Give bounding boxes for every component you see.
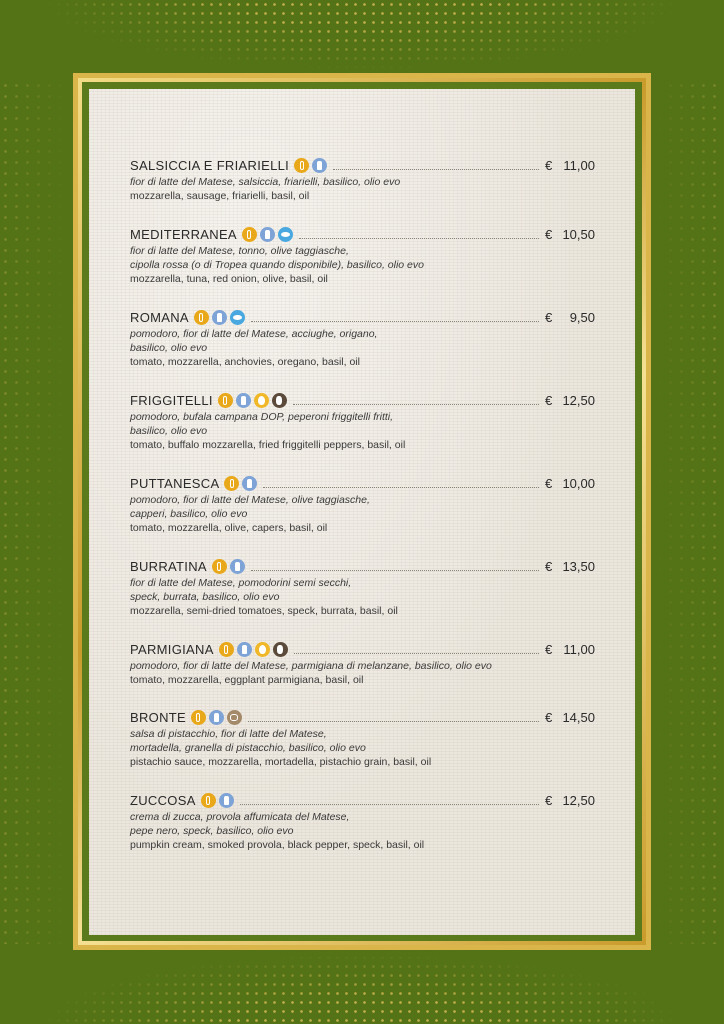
item-desc-en: pumpkin cream, smoked provola, black pepper, speck, basil, oil: [130, 839, 425, 851]
milk-icon: [209, 710, 224, 725]
milk-icon: [237, 642, 252, 657]
wheat-icon: [224, 476, 239, 491]
item-price: € 10,00: [545, 475, 595, 491]
item-name: PARMIGIANA: [130, 641, 214, 657]
item-name: ROMANA: [130, 309, 189, 325]
item-desc-en: tomato, mozzarella, olive, capers, basil, oil: [130, 522, 328, 534]
item-desc-en: tomato, buffalo mozzarella, fried friggitelli peppers, basil, oil: [130, 439, 406, 451]
fish-icon: [278, 227, 293, 242]
item-desc-it-2: capperi, basilico, olio evo: [130, 508, 248, 520]
wheat-icon: [294, 158, 309, 173]
nuts-icon: [273, 642, 288, 657]
item-desc-it: fior di latte del Matese, pomodorini semi secchi,: [130, 577, 352, 589]
wheat-icon: [212, 559, 227, 574]
menu-item-puttanesca: [130, 473, 595, 535]
dots-left: [0, 80, 70, 944]
milk-icon: [219, 793, 234, 808]
gold-dots-bottom: [0, 944, 724, 1024]
wheat-icon: [201, 793, 216, 808]
item-price: € 14,50: [545, 709, 595, 725]
item-desc-it-2: speck, burrata, basilico, olio evo: [130, 591, 280, 603]
milk-icon: [236, 393, 251, 408]
menu-item-parmigiana: [130, 639, 595, 687]
dots-right: [654, 80, 724, 944]
item-desc-en: tomato, mozzarella, eggplant parmigiana, basil, oil: [130, 674, 364, 686]
item-price: € 11,00: [545, 641, 595, 657]
item-price: € 10,50: [545, 226, 595, 242]
item-name: PUTTANESCA: [130, 475, 220, 491]
milk-icon: [260, 227, 275, 242]
item-desc-it: pomodoro, fior di latte del Matese, olive taggiasche,: [130, 494, 370, 506]
wheat-icon: [194, 310, 209, 325]
menu-item-burratina: [130, 556, 595, 618]
item-name: MEDITERRANEA: [130, 226, 237, 242]
milk-icon: [212, 310, 227, 325]
wheat-icon: [191, 710, 206, 725]
pistachio-icon: [227, 710, 242, 725]
item-desc-it: salsa di pistacchio, fior di latte del Matese,: [130, 728, 327, 740]
item-name: ZUCCOSA: [130, 792, 196, 808]
milk-icon: [230, 559, 245, 574]
item-desc-it-2: basilico, olio evo: [130, 425, 208, 437]
item-price: € 12,50: [545, 392, 595, 408]
item-desc-it-2: pepe nero, speck, basilico, olio evo: [130, 825, 294, 837]
item-name: SALSICCIA E FRIARIELLI: [130, 157, 290, 173]
item-desc-it: fior di latte del Matese, salsiccia, friarielli, basilico, olio evo: [130, 176, 401, 188]
item-desc-it: fior di latte del Matese, tonno, olive taggiasche,: [130, 245, 349, 257]
milk-icon: [242, 476, 257, 491]
milk-icon: [312, 158, 327, 173]
nuts-icon: [272, 393, 287, 408]
item-desc-it-2: basilico, olio evo: [130, 342, 208, 354]
menu-item-romana: [130, 307, 595, 369]
item-desc-it-2: mortadella, granella di pistacchio, basilico, olio evo: [130, 742, 366, 754]
item-desc-en: tomato, mozzarella, anchovies, oregano, basil, oil: [130, 356, 360, 368]
item-desc-en: mozzarella, semi-dried tomatoes, speck, burrata, basil, oil: [130, 605, 398, 617]
menu-item-friggitelli: [130, 390, 595, 452]
item-price: € 9,50: [545, 309, 595, 325]
fish-icon: [230, 310, 245, 325]
item-name: BURRATINA: [130, 558, 207, 574]
item-desc-it: pomodoro, bufala campana DOP, peperoni friggitelli fritti,: [130, 411, 394, 423]
item-desc-en: mozzarella, tuna, red onion, olive, basil, oil: [130, 273, 328, 285]
item-price: € 13,50: [545, 558, 595, 574]
item-price: € 11,00: [545, 157, 595, 173]
menu-item-mediterranea: [130, 224, 595, 286]
wheat-icon: [218, 393, 233, 408]
wheat-icon: [242, 227, 257, 242]
item-desc-it: pomodoro, fior di latte del Matese, acciughe, origano,: [130, 328, 378, 340]
item-desc-en: pistachio sauce, mozzarella, mortadella, pistachio grain, basil, oil: [130, 756, 432, 768]
gold-dots-top: [0, 0, 724, 80]
menu-item-zuccosa: [130, 790, 595, 852]
wheat-icon: [219, 642, 234, 657]
egg-icon: [254, 393, 269, 408]
item-name: BRONTE: [130, 709, 186, 725]
egg-icon: [255, 642, 270, 657]
menu-item-salsiccia: [130, 155, 595, 203]
item-desc-en: mozzarella, sausage, friarielli, basil, oil: [130, 190, 310, 202]
item-desc-it: pomodoro, fior di latte del Matese, parmigiana di melanzane, basilico, olio evo: [130, 660, 492, 672]
item-name: FRIGGITELLI: [130, 392, 213, 408]
item-desc-it: crema di zucca, provola affumicata del Matese,: [130, 811, 350, 823]
item-price: € 12,50: [545, 792, 595, 808]
menu-item-bronte: [130, 707, 595, 769]
item-desc-it-2: cipolla rossa (o di Tropea quando disponibile), basilico, olio evo: [130, 259, 424, 271]
